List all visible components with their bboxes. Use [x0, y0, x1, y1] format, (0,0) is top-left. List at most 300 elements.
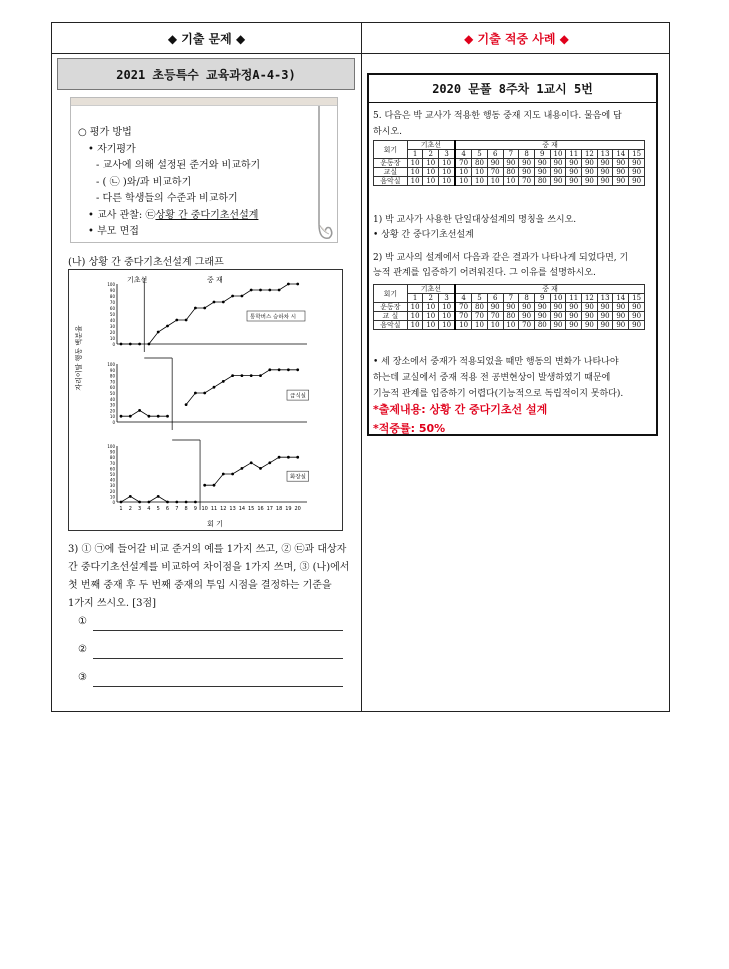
treatment-label: 중 재 — [207, 276, 223, 284]
table-cell: 90 — [629, 168, 645, 177]
data-point — [138, 343, 141, 346]
y-tick-label: 20 — [109, 408, 115, 414]
table-cell: 70 — [519, 321, 535, 330]
header-hit-case: ◆ 기출 적중 사례 ◆ — [464, 31, 569, 46]
data-point — [166, 415, 169, 418]
table-cell: 90 — [550, 159, 566, 168]
table-cell: 70 — [455, 159, 472, 168]
hit-case-title: 2020 문풀 8주차 1교시 5번 — [369, 75, 656, 103]
data-point — [148, 415, 151, 418]
header-divider — [52, 53, 669, 54]
data-point — [194, 307, 197, 310]
graph-title: (나) 상황 간 중다기초선설계 그래프 — [68, 257, 224, 268]
data-point — [259, 289, 262, 292]
data-point — [138, 409, 141, 412]
scroll-top-edge — [71, 98, 337, 106]
data-point — [175, 319, 178, 322]
x-tick-label: 20 — [294, 506, 301, 512]
table-cell: 90 — [566, 312, 582, 321]
table-cell: 70 — [455, 312, 472, 321]
question-line-4: 1가지 쓰시오. [3점] — [68, 598, 157, 609]
y-tick-label: 10 — [109, 336, 115, 341]
table-cell: 90 — [582, 312, 598, 321]
eval-item-observation — [88, 206, 258, 221]
table-cell: 10 — [439, 321, 456, 330]
y-tick-label: 30 — [109, 402, 115, 408]
data-point — [203, 392, 206, 395]
session-number: 2 — [423, 294, 439, 303]
table-cell: 90 — [550, 303, 566, 312]
y-tick-label: 60 — [109, 306, 115, 311]
data-point — [259, 467, 262, 470]
table-cell: 10 — [455, 168, 472, 177]
data-table-2 — [373, 284, 645, 330]
table-cell: 90 — [582, 321, 598, 330]
table-cell: 70 — [487, 168, 503, 177]
table-cell: 90 — [613, 168, 629, 177]
table-cell: 90 — [629, 177, 645, 186]
table-cell: 10 — [407, 159, 423, 168]
table-cell: 90 — [487, 303, 503, 312]
data-point — [166, 501, 169, 504]
table-cell: 10 — [407, 312, 423, 321]
baseline-header: 기초선 — [407, 141, 455, 150]
data-point — [203, 484, 206, 487]
table-cell: 90 — [629, 312, 645, 321]
data-point — [194, 392, 197, 395]
session-number: 1 — [407, 150, 423, 159]
x-tick-label: 15 — [248, 506, 255, 512]
data-point — [231, 473, 234, 476]
row-label: 음악실 — [374, 177, 408, 186]
data-point — [250, 374, 253, 377]
session-number: 11 — [566, 150, 582, 159]
data-point — [129, 343, 132, 346]
session-number: 6 — [487, 294, 503, 303]
session-number: 3 — [439, 150, 456, 159]
y-tick-label: 0 — [112, 420, 115, 425]
data-point — [213, 484, 216, 487]
data-point — [268, 461, 271, 464]
baseline-label: 기초선 — [127, 276, 148, 284]
eval-item-self-a: - 교사에 의해 설정된 준거와 비교하기 — [96, 160, 261, 171]
data-point — [259, 374, 262, 377]
x-tick-label: 18 — [275, 506, 283, 512]
q5-line-2: 하시오. — [373, 127, 402, 137]
session-number: 12 — [582, 294, 598, 303]
table-cell: 10 — [503, 177, 519, 186]
table-cell: 10 — [423, 312, 439, 321]
data-point — [185, 501, 188, 504]
data-point — [287, 283, 290, 286]
y-tick-label: 30 — [109, 324, 115, 329]
data-point — [287, 456, 290, 459]
data-point — [296, 456, 299, 459]
session-number: 13 — [597, 294, 613, 303]
data-point — [278, 289, 281, 292]
y-tick-label: 60 — [109, 466, 115, 472]
answer-1-label: ① — [78, 616, 87, 627]
y-tick-label: 50 — [109, 472, 115, 477]
x-tick-label: 3 — [138, 506, 142, 512]
y-tick-label: 90 — [109, 449, 115, 455]
scroll-curl-icon — [317, 106, 335, 242]
data-point — [287, 368, 290, 371]
data-point — [222, 473, 225, 476]
table-row — [374, 312, 645, 321]
session-number: 11 — [566, 294, 582, 303]
panel-label: 급식실 — [290, 393, 306, 400]
table-row — [374, 321, 645, 330]
session-number: 14 — [613, 150, 629, 159]
table-row — [374, 177, 645, 186]
data-point — [250, 289, 253, 292]
data-point — [231, 374, 234, 377]
x-tick-label: 12 — [220, 506, 227, 512]
table-row — [374, 303, 645, 312]
table-cell: 90 — [487, 159, 503, 168]
session-number: 2 — [423, 150, 439, 159]
data-point — [185, 319, 188, 322]
question-line-2: 간 중다기초선설계를 비교하여 차이점을 1가지 쓰며, ③ (나)에서 — [68, 562, 350, 573]
data-point — [213, 386, 216, 389]
answer-2-label: ② — [78, 644, 87, 655]
answer-3-line[interactable] — [93, 686, 343, 687]
table-cell: 10 — [439, 159, 456, 168]
exam-title: 2021 초등특수 교육과정A-4-3) — [57, 58, 355, 90]
table-cell: 90 — [519, 303, 535, 312]
table-cell: 70 — [487, 312, 503, 321]
question-line-3: 첫 번째 중재 후 두 번째 중재의 투입 시점을 결정하는 기준을 — [68, 580, 332, 591]
y-tick-label: 90 — [109, 367, 115, 373]
answer-2-line[interactable] — [93, 658, 343, 659]
session-number: 5 — [472, 294, 488, 303]
data-point — [120, 415, 123, 418]
session-number: 10 — [550, 294, 566, 303]
table-cell: 80 — [503, 168, 519, 177]
y-tick-label: 40 — [109, 318, 115, 323]
table-cell: 90 — [597, 312, 613, 321]
session-number: 3 — [439, 294, 456, 303]
table-cell: 90 — [629, 303, 645, 312]
table-cell: 90 — [566, 321, 582, 330]
data-point — [268, 368, 271, 371]
sub-question-1: 1) 박 교사가 사용한 단일대상설계의 명칭을 쓰시오. — [373, 215, 577, 225]
table-row — [374, 159, 645, 168]
data-point — [296, 368, 299, 371]
table-cell: 90 — [519, 168, 535, 177]
table-cell: 80 — [534, 321, 550, 330]
session-number: 10 — [550, 150, 566, 159]
y-tick-label: 100 — [107, 362, 115, 367]
row-label: 음악실 — [374, 321, 408, 330]
row-label: 교 실 — [374, 312, 408, 321]
data-point — [120, 343, 123, 346]
table-cell: 10 — [472, 168, 488, 177]
panel-label: 화장실 — [290, 474, 306, 481]
session-number: 8 — [519, 150, 535, 159]
session-number: 5 — [472, 150, 488, 159]
table-cell: 90 — [566, 177, 582, 186]
x-tick-label: 13 — [229, 506, 236, 512]
table-cell: 10 — [487, 177, 503, 186]
data-point — [138, 501, 141, 504]
data-point — [241, 374, 244, 377]
y-tick-label: 0 — [112, 500, 115, 505]
y-tick-label: 40 — [109, 396, 115, 402]
session-number: 7 — [503, 294, 519, 303]
y-tick-label: 20 — [109, 488, 115, 494]
data-point — [185, 403, 188, 406]
x-tick-label: 5 — [156, 506, 160, 512]
session-number: 1 — [407, 294, 423, 303]
table-cell: 10 — [503, 321, 519, 330]
data-point — [175, 501, 178, 504]
data-point — [157, 331, 160, 334]
table-cell: 90 — [550, 312, 566, 321]
panel-label: 통학버스 승하차 시 — [250, 314, 297, 321]
table-cell: 90 — [503, 159, 519, 168]
y-tick-label: 90 — [109, 288, 115, 293]
table-cell: 70 — [519, 177, 535, 186]
data-point — [241, 295, 244, 298]
x-tick-label: 14 — [238, 506, 246, 512]
question-line-1: 3) ① ㉠에 들어갈 비교 준거의 예를 1가지 쓰고, ② ㉢과 대상자 — [68, 544, 347, 555]
data-point — [213, 301, 216, 304]
table-cell: 90 — [582, 159, 598, 168]
y-tick-label: 40 — [109, 477, 115, 483]
table-cell: 10 — [407, 321, 423, 330]
table-cell: 10 — [487, 321, 503, 330]
table-cell: 10 — [423, 168, 439, 177]
column-divider — [361, 23, 362, 711]
table-cell: 10 — [455, 321, 472, 330]
table-cell: 70 — [455, 303, 472, 312]
y-tick-label: 100 — [107, 282, 115, 287]
table-cell: 90 — [597, 168, 613, 177]
y-tick-label: 70 — [109, 460, 115, 466]
table-cell: 90 — [613, 303, 629, 312]
table-cell: 10 — [439, 312, 456, 321]
y-tick-label: 100 — [107, 444, 115, 449]
eval-item-self-b: - ( ㉡ )와/과 비교하기 — [96, 177, 192, 188]
table-row — [374, 168, 645, 177]
table-cell: 90 — [597, 177, 613, 186]
y-tick-label: 10 — [109, 494, 115, 500]
table-cell: 10 — [472, 177, 488, 186]
x-tick-label: 2 — [128, 506, 132, 512]
session-number: 4 — [455, 294, 472, 303]
table-cell: 90 — [582, 168, 598, 177]
session-number: 13 — [597, 150, 613, 159]
table-cell: 90 — [503, 303, 519, 312]
eval-item-self-c: - 다른 학생들의 수준과 비교하기 — [96, 193, 238, 204]
x-tick-label: 19 — [285, 506, 292, 512]
eval-observation-prefix: • 교사 관찰: ㉢ — [88, 210, 156, 221]
answer-1-line[interactable] — [93, 630, 343, 631]
table-cell: 90 — [613, 159, 629, 168]
session-header: 회기 — [374, 285, 408, 303]
table-cell: 90 — [534, 312, 550, 321]
multiple-baseline-svg — [69, 270, 342, 530]
session-number: 15 — [629, 294, 645, 303]
table-cell: 90 — [613, 321, 629, 330]
session-number: 9 — [534, 150, 550, 159]
y-axis-label: 자리이탈 행동 백분율 — [75, 325, 83, 391]
table-cell: 80 — [472, 159, 488, 168]
answer-3-label: ③ — [78, 672, 87, 683]
table-cell: 90 — [597, 159, 613, 168]
x-tick-label: 17 — [266, 506, 273, 512]
note-line-3: 기능적 관계를 입증하기 어렵다(기능적으로 독립적이지 못하다). — [373, 389, 624, 399]
data-point — [296, 283, 299, 286]
x-tick-label: 1 — [119, 506, 123, 512]
data-point — [222, 380, 225, 383]
session-number: 6 — [487, 150, 503, 159]
multiple-baseline-graph — [68, 269, 343, 531]
session-number: 12 — [582, 150, 598, 159]
y-tick-label: 10 — [109, 414, 115, 420]
x-tick-label: 10 — [201, 506, 208, 512]
data-point — [250, 461, 253, 464]
data-point — [120, 501, 123, 504]
table-cell: 80 — [472, 303, 488, 312]
data-point — [203, 307, 206, 310]
table-cell: 90 — [550, 177, 566, 186]
y-tick-label: 80 — [109, 294, 115, 299]
table-cell: 90 — [597, 303, 613, 312]
table-cell: 90 — [534, 303, 550, 312]
eval-item-parent: • 부모 면접 — [88, 226, 139, 237]
sub-question-2-line-1: 2) 박 교사의 설계에서 다음과 같은 결과가 나타나게 되었다면, 기 — [373, 253, 629, 263]
treatment-header: 중 재 — [455, 285, 644, 294]
session-number: 4 — [455, 150, 472, 159]
sub-question-2-line-2: 능적 관계를 입증하기 어려워진다. 그 이유를 설명하시오. — [373, 268, 596, 278]
row-label: 운동장 — [374, 303, 408, 312]
data-point — [148, 343, 151, 346]
y-tick-label: 80 — [109, 455, 115, 461]
table-cell: 90 — [629, 321, 645, 330]
hit-content: *출제내용: 상황 간 중다기초선 설계 — [373, 403, 548, 416]
data-series-line — [121, 410, 168, 416]
data-point — [278, 368, 281, 371]
table-cell: 90 — [597, 321, 613, 330]
x-axis-label: 회 기 — [207, 520, 223, 528]
table-cell: 90 — [534, 168, 550, 177]
y-tick-label: 70 — [109, 300, 115, 305]
table-cell: 90 — [566, 303, 582, 312]
table-cell: 10 — [423, 321, 439, 330]
table-cell: 90 — [582, 303, 598, 312]
table-cell: 90 — [613, 312, 629, 321]
data-point — [157, 415, 160, 418]
y-tick-label: 50 — [109, 391, 115, 396]
table-cell: 90 — [566, 159, 582, 168]
data-point — [129, 495, 132, 498]
x-tick-label: 7 — [175, 506, 179, 512]
table-cell: 80 — [534, 177, 550, 186]
table-cell: 10 — [423, 303, 439, 312]
y-tick-label: 50 — [109, 312, 115, 317]
y-tick-label: 70 — [109, 379, 115, 385]
sub-question-1-answer: • 상황 간 중다기초선설계 — [373, 230, 474, 240]
data-point — [278, 456, 281, 459]
eval-item-self: • 자기평가 — [88, 144, 136, 155]
x-tick-label: 11 — [210, 506, 218, 512]
table-cell: 10 — [407, 168, 423, 177]
note-line-2: 하는데 교실에서 중재 적용 전 공변현상이 발생하였기 때문에 — [373, 373, 611, 383]
x-tick-label: 4 — [147, 506, 151, 512]
row-label: 교실 — [374, 168, 408, 177]
table-cell: 10 — [407, 303, 423, 312]
table-cell: 10 — [439, 168, 456, 177]
data-point — [241, 467, 244, 470]
table-cell: 10 — [472, 321, 488, 330]
data-point — [166, 325, 169, 328]
y-tick-label: 60 — [109, 385, 115, 391]
data-point — [157, 495, 160, 498]
x-tick-label: 9 — [193, 506, 197, 512]
table-cell: 90 — [629, 159, 645, 168]
data-table-1 — [373, 140, 645, 186]
table-cell: 10 — [455, 177, 472, 186]
table-cell: 90 — [613, 177, 629, 186]
header-past-exam: ◆ 기출 문제 ◆ — [167, 31, 246, 46]
note-line-1: • 세 장소에서 중재가 적용되었을 때만 행동의 변화가 나타나야 — [373, 357, 619, 367]
row-label: 운동장 — [374, 159, 408, 168]
session-number: 15 — [629, 150, 645, 159]
data-point — [129, 415, 132, 418]
session-number: 9 — [534, 294, 550, 303]
table-cell: 90 — [519, 159, 535, 168]
session-number: 14 — [613, 294, 629, 303]
hit-rate: *적중률: 50% — [373, 422, 446, 435]
table-cell: 80 — [503, 312, 519, 321]
y-tick-label: 0 — [112, 342, 115, 347]
data-point — [231, 295, 234, 298]
eval-observation-underlined: 상황 간 중다기초선설계 — [155, 210, 259, 221]
table-cell: 90 — [534, 159, 550, 168]
y-tick-label: 30 — [109, 483, 115, 489]
data-point — [268, 289, 271, 292]
table-cell: 90 — [550, 168, 566, 177]
x-tick-label: 6 — [165, 506, 170, 512]
table-cell: 90 — [550, 321, 566, 330]
data-point — [148, 501, 151, 504]
table-cell: 10 — [423, 177, 439, 186]
x-tick-label: 8 — [184, 506, 188, 512]
session-number: 7 — [503, 150, 519, 159]
treatment-header: 중 재 — [455, 141, 644, 150]
table-cell: 70 — [472, 312, 488, 321]
table-cell: 10 — [407, 177, 423, 186]
y-tick-label: 80 — [109, 373, 115, 379]
x-tick-label: 16 — [257, 506, 264, 512]
table-cell: 90 — [582, 177, 598, 186]
q5-line-1: 5. 다음은 박 교사가 적용한 행동 중재 지도 내용이다. 물음에 답 — [373, 111, 622, 121]
eval-heading: ○ 평가 방법 — [78, 127, 132, 138]
data-point — [194, 501, 197, 504]
data-point — [222, 301, 225, 304]
table-cell: 10 — [423, 159, 439, 168]
y-tick-label: 20 — [109, 330, 115, 335]
table-cell: 90 — [566, 168, 582, 177]
table-cell: 10 — [439, 303, 456, 312]
table-cell: 90 — [519, 312, 535, 321]
table-cell: 10 — [439, 177, 456, 186]
session-header: 회기 — [374, 141, 408, 159]
session-number: 8 — [519, 294, 535, 303]
